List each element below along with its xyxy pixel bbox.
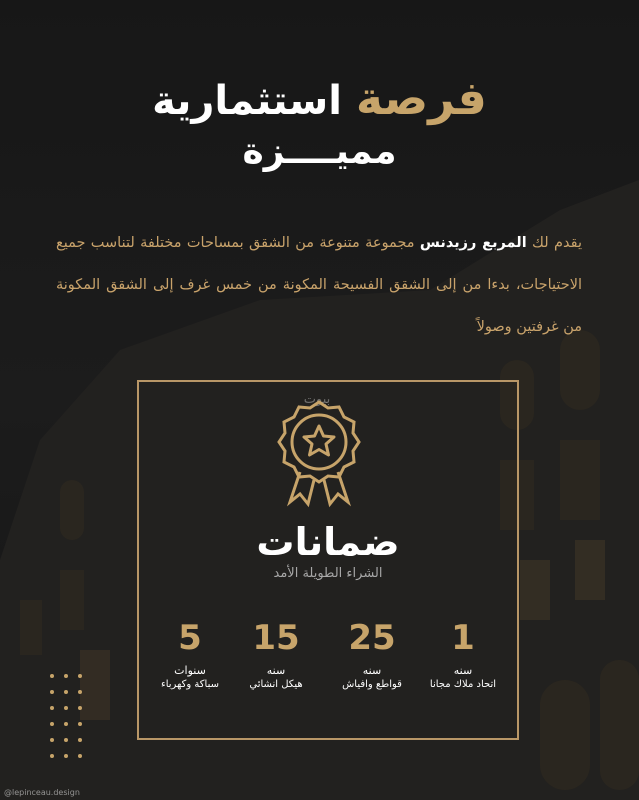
guarantees-subtitle: الشراء الطويلة الأمد <box>273 566 383 581</box>
stat-unit: سنه <box>453 664 473 677</box>
intro-highlight: المربع رزيدنس <box>419 235 527 251</box>
headline-accent: فرصة <box>355 71 487 125</box>
stat-value: 25 <box>348 618 396 658</box>
intro-part1: يقدم لك <box>526 235 582 251</box>
stat-desc: هيكل انشائي <box>249 679 303 690</box>
stat-value: 5 <box>178 618 202 658</box>
designer-credit: @lepinceau.design <box>4 788 80 797</box>
intro-paragraph <box>56 222 582 348</box>
award-badge-icon <box>270 398 368 508</box>
watermark: بيوت <box>303 392 331 407</box>
headline <box>0 70 639 175</box>
stat-item <box>231 616 321 690</box>
headline-rest: استثمارية <box>152 78 342 124</box>
headline-line2: مميــــزة <box>242 131 397 172</box>
stat-item <box>327 616 417 690</box>
stat-unit: سنه <box>266 664 286 677</box>
stat-desc: اتحاد ملاك مجانا <box>429 679 497 690</box>
stat-unit: سنه <box>362 664 382 677</box>
stat-item <box>145 616 235 690</box>
stat-value: 15 <box>252 618 300 658</box>
stat-unit: سنوات <box>174 664 206 677</box>
headline-line1 <box>0 70 639 129</box>
stat-value: 1 <box>451 618 475 658</box>
guarantees-title: ضمانات <box>256 520 400 564</box>
intro-part2: مجموعة متنوعة من الشقق بمساحات مختلفة لتناسب جميع الاحتياجات، بدءا من إلى الشقق الفسيحة المكونة من خمس غرف إلى الشقق المكونة من غرفتين وصولاً <box>56 235 582 335</box>
stat-desc: قواطع وافياش <box>342 679 402 690</box>
stat-desc: سباكة وكهرباء <box>161 679 219 690</box>
stat-item <box>418 616 508 690</box>
